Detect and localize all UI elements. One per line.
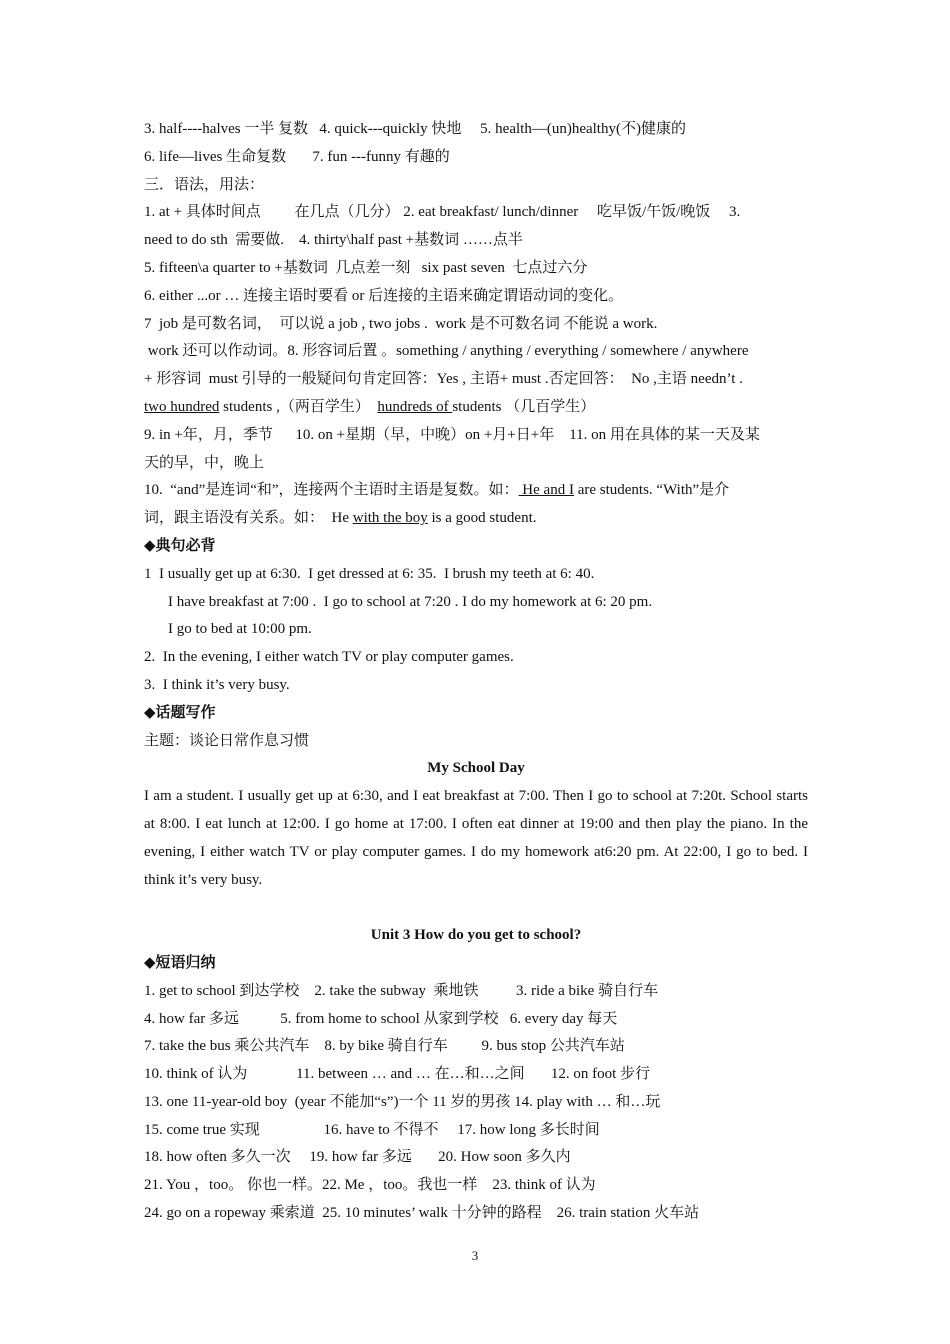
sentence-line: I have breakfast at 7:00 . I go to school at 7:20 . I do my homework at 6: 20 pm. — [168, 593, 653, 610]
text-line — [144, 505, 808, 533]
phrase-line: 10. think of 认为 11. between … and … 在…和…之间 12. on foot 步行 — [144, 1066, 651, 1083]
phrase-line: 15. come true 实现 16. have to 不得不 17. how long 多长时间 — [144, 1121, 600, 1138]
text-span: is a good student. — [427, 510, 537, 527]
sentence-line: 2. In the evening, I either watch TV or play computer games. — [144, 649, 514, 666]
text-line: need to do sth 需要做. 4. thirty\half past +基数词 ……点半 — [144, 232, 523, 249]
sentence-line: I go to bed at 10:00 pm. — [168, 621, 312, 638]
phrase-line: 13. one 11-year-old boy (year 不能加“s”)一个 11 岁的男孩 14. play with … 和…玩 — [144, 1093, 661, 1110]
section-heading-sentences: ◆典句必背 — [144, 537, 216, 554]
spacer — [144, 894, 808, 922]
text-line: 1. at + 具体时间点 在几点（几分） 2. eat breakfast/ lunch/dinner 吃早饭/午饭/晚饭 3. — [144, 204, 741, 221]
text-line: 7 job 是可数名词， 可以说 a job , two jobs . work 是不可数名词 不能说 a work. — [144, 315, 658, 332]
text-span: 10. “and”是连词“和”，连接两个主语时主语是复数。如： — [144, 482, 519, 499]
underlined-phrase: two hundred — [144, 398, 220, 415]
phrase-line: 1. get to school 到达学校 2. take the subway 乘地铁 3. ride a bike 骑自行车 — [144, 982, 659, 999]
text-line: 5. fifteen\a quarter to +基数词 几点差一刻 six past seven 七点过六分 — [144, 259, 588, 276]
essay-body: I am a student. I usually get up at 6:30, and I eat breakfast at 7:00. Then I go to school at 7:20t. School starts at 8:00. I eat lunch at 12:00. I go home at 17:00. I often eat dinner at 19:00 and then play the piano. In the evening, I either watch TV or play computer games. I do my homework at6:20 pm. At 22:00, I go to bed. I think it’s very busy. — [144, 788, 808, 888]
section-heading-grammar: 三．语法，用法： — [144, 176, 265, 193]
section-heading-phrases: ◆短语归纳 — [144, 954, 216, 971]
sentence-line: 1 I usually get up at 6:30. I get dressed at 6: 35. I brush my teeth at 6: 40. — [144, 565, 595, 582]
underlined-phrase: He and I — [518, 482, 574, 499]
text-line: 天的早，中，晚上 — [144, 454, 265, 471]
text-line: 9. in +年，月，季节 10. on +星期（早，中晚）on +月+日+年 11. on 用在具体的某一天及某 — [144, 426, 760, 443]
underlined-phrase: with the boy — [352, 510, 428, 527]
text-line: work 还可以作动词。8. 形容词后置 。something / anything / everything / somewhere / anywhere — [144, 343, 749, 360]
sentence-line: 3. I think it’s very busy. — [144, 676, 290, 693]
underlined-phrase: hundreds of — [377, 398, 453, 415]
phrase-line: 21. You ，too。 你也一样。22. Me ，too。我也一样 23. think of 认为 — [144, 1177, 596, 1194]
text-line: 6. either ...or … 连接主语时要看 or 后连接的主语来确定谓语动词的变化。 — [144, 287, 624, 304]
text-line: 6. life—lives 生命复数 7. fun ---funny 有趣的 — [144, 148, 450, 165]
phrase-line: 7. take the bus 乘公共汽车 8. by bike 骑自行车 9. bus stop 公共汽车站 — [144, 1038, 625, 1055]
writing-topic: 主题：谈论日常作息习惯 — [144, 732, 310, 749]
document-page — [144, 116, 808, 1228]
page-number: 3 — [471, 1248, 479, 1263]
unit-title: Unit 3 How do you get to school? — [370, 927, 582, 944]
text-span: students ,（两百学生） — [219, 398, 378, 415]
text-span: are students. “With”是介 — [573, 482, 730, 499]
text-line: 3. half----halves 一半 复数 4. quick---quickly 快地 5. health—(un)healthy(不)健康的 — [144, 121, 686, 137]
text-line — [144, 394, 808, 422]
phrase-line: 24. go on a ropeway 乘索道 25. 10 minutes’ walk 十分钟的路程 26. train station 火车站 — [144, 1205, 700, 1222]
text-span: 词，跟主语没有关系。如： He — [144, 510, 353, 527]
text-span: students （几百学生） — [452, 398, 596, 415]
phrase-line: 4. how far 多远 5. from home to school 从家到学校 6. every day 每天 — [144, 1010, 618, 1027]
text-line: + 形容词 must 引导的一般疑问句肯定回答：Yes , 主语+ must .否定回答： No ,主语 needn’t . — [144, 371, 743, 388]
essay-title: My School Day — [427, 760, 525, 777]
phrase-line: 18. how often 多久一次 19. how far 多远 20. How soon 多久内 — [144, 1149, 571, 1166]
section-heading-writing: ◆话题写作 — [144, 704, 216, 721]
text-line — [144, 477, 808, 505]
